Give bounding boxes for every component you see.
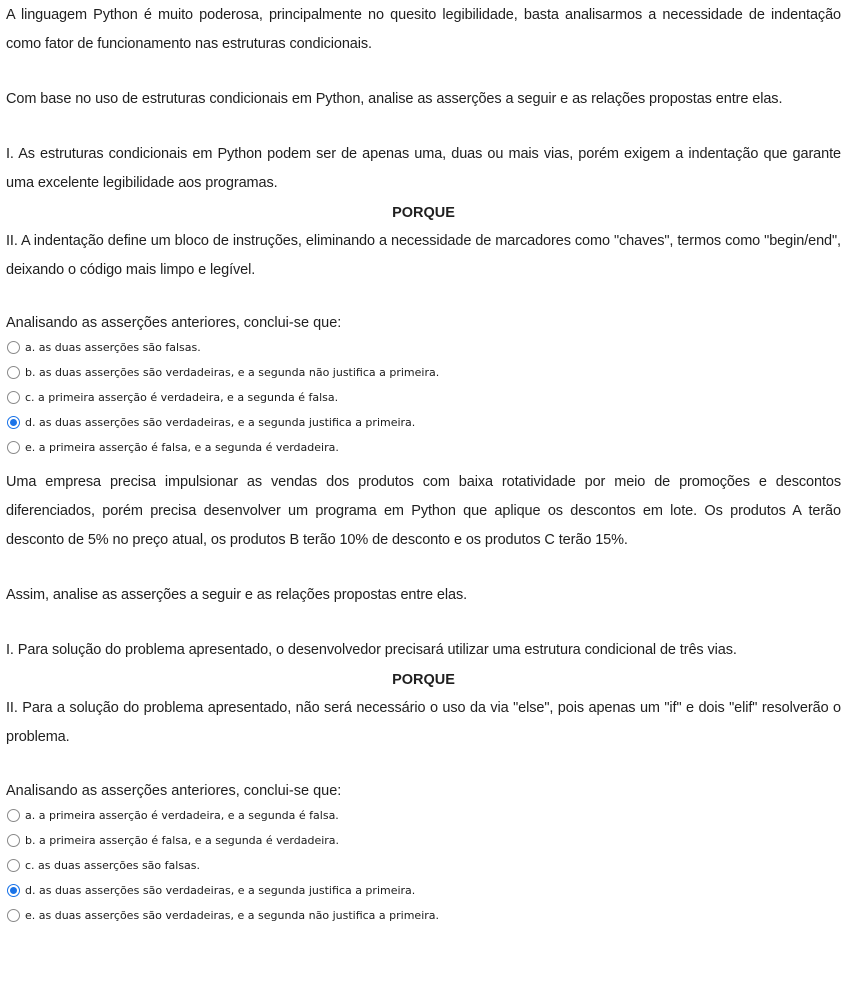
radio-button[interactable] xyxy=(7,341,20,354)
question-1-option-d[interactable] xyxy=(6,410,841,435)
radio-button[interactable] xyxy=(7,859,20,872)
radio-button[interactable] xyxy=(7,366,20,379)
question-1-option-a[interactable] xyxy=(6,335,841,360)
radio-button[interactable] xyxy=(7,834,20,847)
option-label: a. as duas asserções são falsas. xyxy=(25,341,201,354)
question-2-option-e[interactable] xyxy=(6,903,841,928)
option-label: b. as duas asserções são verdadeiras, e a segunda não justifica a primeira. xyxy=(25,366,440,379)
question-1-prompt: Analisando as asserções anteriores, conclui-se que: xyxy=(6,315,342,331)
page xyxy=(6,0,841,928)
question-2-option-d[interactable] xyxy=(6,878,841,903)
option-label: e. a primeira asserção é falsa, e a segunda é verdadeira. xyxy=(25,441,339,454)
option-label: e. as duas asserções são verdadeiras, e a segunda não justifica a primeira. xyxy=(25,909,440,922)
question-1-options xyxy=(6,335,841,460)
question-1-context: Com base no uso de estruturas condicionais em Python, analise as asserções a seguir e as relações propostas entre elas. xyxy=(6,91,783,107)
question-1-assertion-1: I. As estruturas condicionais em Python podem ser de apenas uma, duas ou mais vias, porém exigem a indentação que garante uma excelente legibilidade aos programas. xyxy=(6,146,841,191)
option-label: d. as duas asserções são verdadeiras, e a segunda justifica a primeira. xyxy=(25,416,416,429)
option-label: d. as duas asserções são verdadeiras, e a segunda justifica a primeira. xyxy=(25,884,416,897)
option-label: a. a primeira asserção é verdadeira, e a segunda é falsa. xyxy=(25,809,339,822)
radio-button[interactable] xyxy=(7,416,20,429)
question-2-option-c[interactable] xyxy=(6,853,841,878)
question-2 xyxy=(6,468,841,928)
radio-button[interactable] xyxy=(7,909,20,922)
option-label: c. a primeira asserção é verdadeira, e a segunda é falsa. xyxy=(25,391,339,404)
question-2-option-b[interactable] xyxy=(6,828,841,853)
option-label: b. a primeira asserção é falsa, e a segunda é verdadeira. xyxy=(25,834,340,847)
question-2-intro: Uma empresa precisa impulsionar as vendas dos produtos com baixa rotatividade por meio de promoções e descontos diferenciados, porém precisa desenvolver um programa em Python que aplique os descontos em lote. Os produtos A terão desconto de 5% no preço atual, os produtos B terão 10% de desconto e os produtos C terão 15%. xyxy=(6,474,841,548)
question-1 xyxy=(6,1,841,460)
question-1-intro: A linguagem Python é muito poderosa, principalmente no quesito legibilidade, basta analisarmos a necessidade de indentação como fator de funcionamento nas estruturas condicionais. xyxy=(6,7,841,52)
radio-button[interactable] xyxy=(7,391,20,404)
option-label: c. as duas asserções são falsas. xyxy=(25,859,201,872)
question-1-option-e[interactable] xyxy=(6,435,841,460)
radio-button[interactable] xyxy=(7,884,20,897)
question-2-assertion-1: I. Para solução do problema apresentado, o desenvolvedor precisará utilizar uma estrutura condicional de três vias. xyxy=(6,642,737,658)
question-1-option-c[interactable] xyxy=(6,385,841,410)
question-2-porque: PORQUE xyxy=(392,672,455,688)
question-2-option-a[interactable] xyxy=(6,803,841,828)
question-1-porque: PORQUE xyxy=(392,205,455,221)
question-2-prompt: Analisando as asserções anteriores, conclui-se que: xyxy=(6,783,342,799)
question-2-options xyxy=(6,803,841,928)
question-1-option-b[interactable] xyxy=(6,360,841,385)
radio-button[interactable] xyxy=(7,441,20,454)
question-2-context: Assim, analise as asserções a seguir e as relações propostas entre elas. xyxy=(6,587,468,603)
question-1-assertion-2: II. A indentação define um bloco de instruções, eliminando a necessidade de marcadores como "chaves", termos como "begin/end", deixando o código mais limpo e legível. xyxy=(6,233,841,278)
question-2-assertion-2: II. Para a solução do problema apresentado, não será necessário o uso da via "else", pois apenas um "if" e dois "elif" resolverão o problema. xyxy=(6,700,841,745)
radio-button[interactable] xyxy=(7,809,20,822)
